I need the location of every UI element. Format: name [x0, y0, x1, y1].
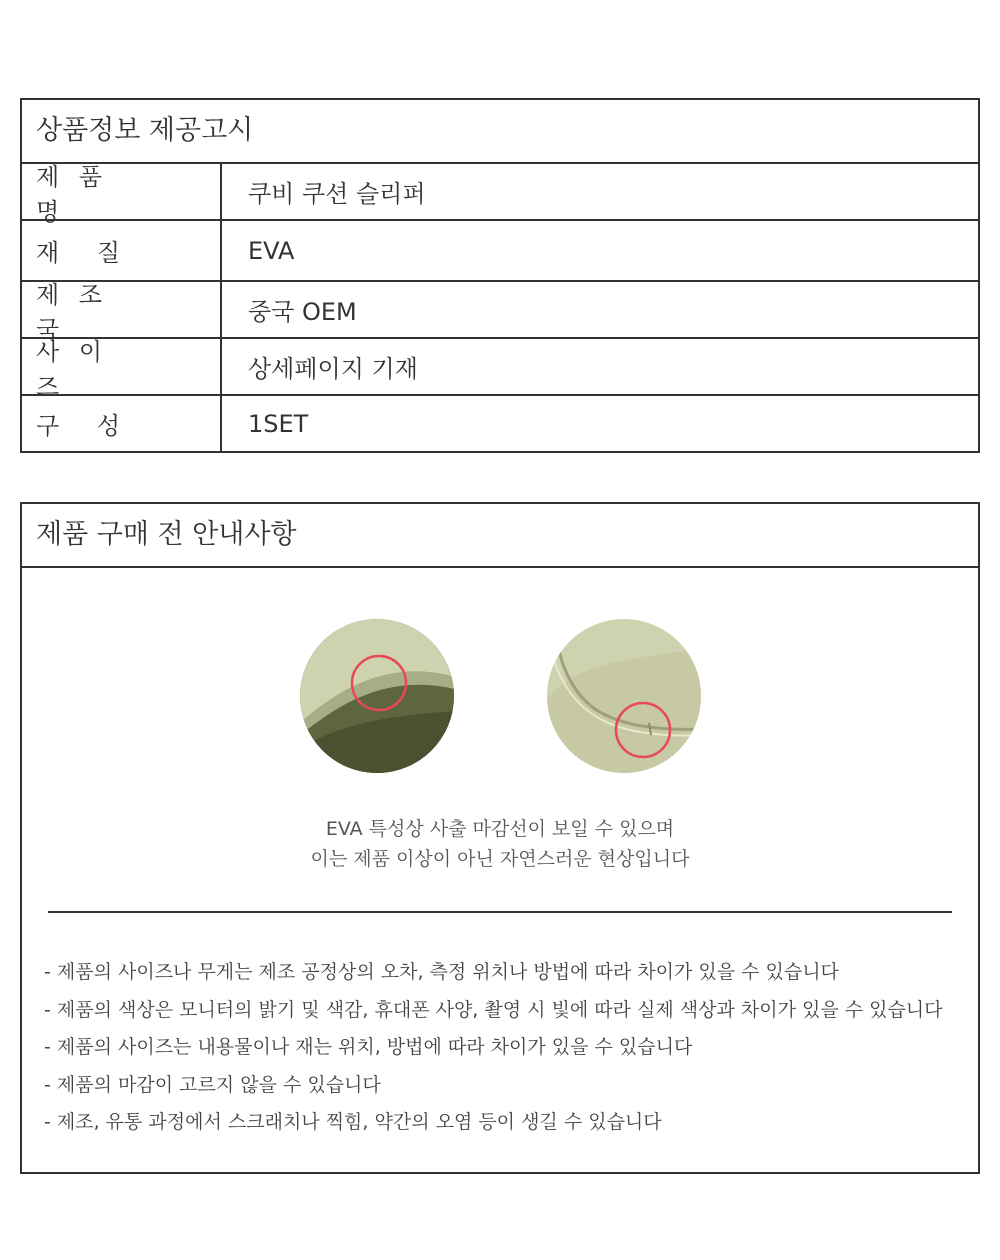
product-info-title: 상품정보 제공고시 — [22, 100, 978, 164]
column-divider — [220, 396, 222, 451]
column-divider — [220, 164, 222, 219]
purchase-notice — [20, 502, 980, 1174]
label-char: 성 — [96, 412, 120, 440]
info-row-name — [22, 162, 978, 226]
info-label-name: 제 품 명 — [36, 162, 108, 226]
column-divider — [220, 339, 222, 394]
notice-list — [44, 954, 943, 1142]
product-info-table — [20, 98, 980, 453]
info-value-country: 중국 OEM — [248, 298, 357, 326]
notice-item: - 제조, 유통 과정에서 스크래치나 찍힘, 약간의 오염 등이 생길 수 있습니다 — [44, 1111, 662, 1133]
notice-item: - 제품의 사이즈는 내용물이나 재는 위치, 방법에 따라 차이가 있을 수 있습니다 — [44, 1036, 693, 1058]
notice-item: - 제품의 마감이 고르지 않을 수 있습니다 — [44, 1073, 381, 1096]
notice-item: - 제품의 사이즈나 무게는 제조 공정상의 오차, 측정 위치나 방법에 따라 차이가 있을 수 있습니다 — [44, 961, 839, 983]
purchase-notice-title: 제품 구매 전 안내사항 — [22, 504, 978, 568]
section-divider — [48, 911, 952, 913]
info-label-composition — [36, 396, 120, 451]
column-divider — [220, 221, 222, 280]
label-char: 재 — [36, 239, 60, 267]
info-value-material: EVA — [248, 236, 295, 265]
info-row-country — [22, 280, 978, 344]
info-label-material — [36, 221, 120, 280]
label-char: 질 — [96, 239, 120, 267]
info-value-composition: 1SET — [248, 409, 309, 438]
seam-detail-photo-edge — [300, 619, 454, 773]
notice-item: - 제품의 색상은 모니터의 밝기 및 색감, 휴대폰 사양, 촬영 시 빛에 따라 실제 색상과 차이가 있을 수 있습니다 — [44, 998, 943, 1021]
info-row-material — [22, 221, 978, 282]
column-divider — [220, 282, 222, 337]
info-row-size — [22, 337, 978, 401]
info-row-composition — [22, 396, 978, 451]
caption-line-1: EVA 특성상 사출 마감선이 보일 수 있으며 — [325, 818, 675, 840]
caption-line-2: 이는 제품 이상이 아닌 자연스러운 현상입니다 — [310, 848, 690, 870]
info-label-country: 제 조 국 — [36, 280, 108, 344]
info-label-size: 사 이 즈 — [36, 337, 108, 401]
info-value-size: 상세페이지 기재 — [248, 355, 418, 383]
info-value-name: 쿠비 쿠션 슬리퍼 — [248, 180, 426, 208]
label-char: 구 — [36, 412, 60, 440]
seam-detail-photo-strap — [547, 619, 701, 773]
